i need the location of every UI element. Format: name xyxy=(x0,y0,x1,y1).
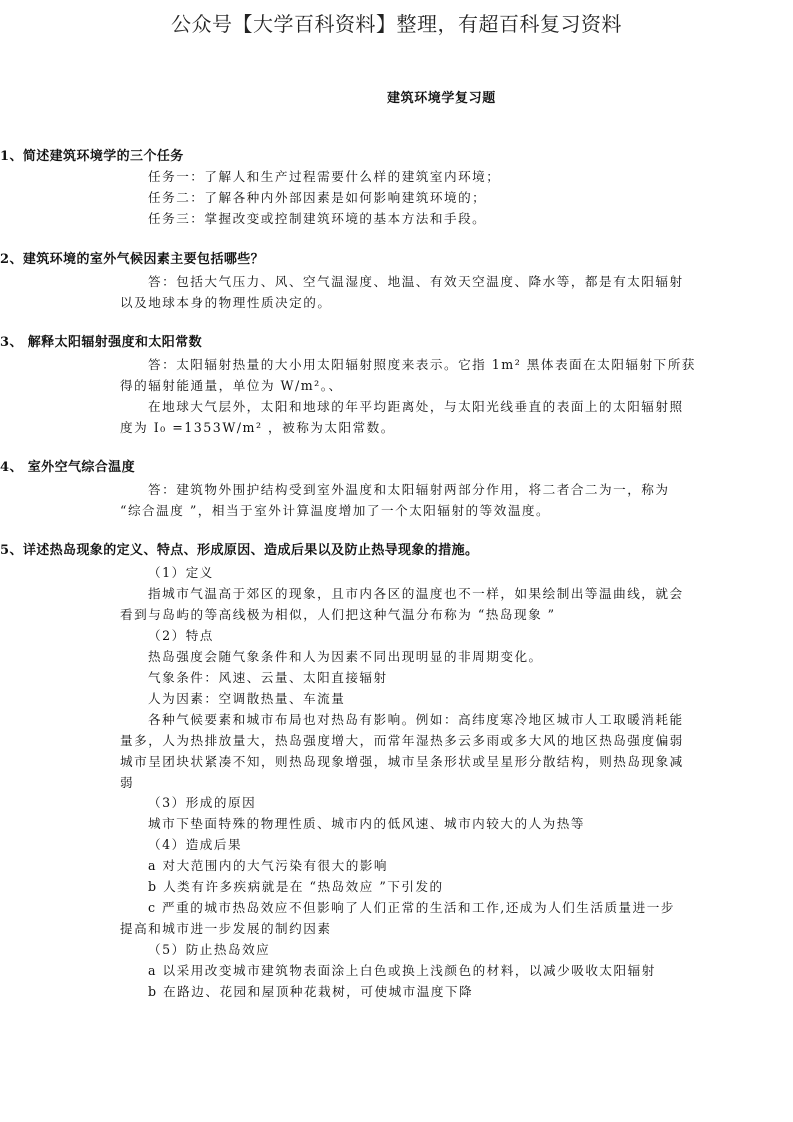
paragraph-line: a 对大范围内的大气污染有很大的影响 xyxy=(148,858,389,873)
paragraph-line: 量多，人为热排放量大，热岛强度增大，而常年湿热多云多雨或多大风的地区热岛强度偏弱 xyxy=(120,733,684,748)
page-header-banner: 公众号【大学百科资料】整理，有超百科复习资料 xyxy=(171,12,622,36)
paragraph-line: 提高和城市进一步发展的制约因素 xyxy=(120,921,332,936)
paragraph-line: b 在路边、花园和屋顶种花栽树，可使城市温度下降 xyxy=(148,984,474,999)
paragraph-line: （2）特点 xyxy=(148,628,214,643)
paragraph-line: 弱 xyxy=(120,775,135,790)
paragraph-line: 人为因素：空调散热量、车流量 xyxy=(148,691,346,706)
paragraph-line: （1）定义 xyxy=(148,565,214,580)
paragraph-line: 得的辐射能通量，单位为 W/m²。、 xyxy=(120,378,343,393)
paragraph-line: 答：包括大气压力、风、空气温湿度、地温、有效天空温度、降水等，都是有太阳辐射 xyxy=(148,274,684,289)
question-heading: 2、建筑环境的室外气候因素主要包括哪些？ xyxy=(0,252,265,267)
paragraph-line: 度为 I₀ =1353W/m² ，被称为太阳常数。 xyxy=(120,420,395,435)
paragraph-line: 答：太阳辐射热量的大小用太阳辐射照度来表示。它指 1m² 黑体表面在太阳辐射下所获 xyxy=(148,357,696,372)
paragraph-line: 任务三：掌握改变或控制建筑环境的基本方法和手段。 xyxy=(148,211,487,226)
paragraph-line: 各种气候要素和城市布局也对热岛有影响。例如：高纬度寒冷地区城市人工取暖消耗能 xyxy=(148,712,684,727)
paragraph-line: c 严重的城市热岛效应不但影响了人们正常的生活和工作,还成为人们生活质量进一步 xyxy=(148,900,675,915)
paragraph-line: （3）形成的原因 xyxy=(148,795,257,810)
paragraph-line: （4）造成后果 xyxy=(148,837,243,852)
paragraph-line: 热岛强度会随气象条件和人为因素不同出现明显的非周期变化。 xyxy=(148,649,543,664)
paragraph-line: 城市下垫面特殊的物理性质、城市内的低风速、城市内较大的人为热等 xyxy=(148,816,585,831)
paragraph-line: 在地球大气层外，太阳和地球的年平均距离处，与太阳光线垂直的表面上的太阳辐射照 xyxy=(148,399,684,414)
document-title: 建筑环境学复习题 xyxy=(387,91,496,106)
paragraph-line: 任务二：了解各种内外部因素是如何影响建筑环境的； xyxy=(148,190,487,205)
question-heading: 5、详述热岛现象的定义、特点、形成原因、造成后果以及防止热导现象的措施。 xyxy=(0,543,479,558)
paragraph-line: a 以采用改变城市建筑物表面涂上白色或换上浅颜色的材料，以减少吸收太阳辐射 xyxy=(148,963,656,978)
question-heading: 3、 解释太阳辐射强度和太阳常数 xyxy=(0,335,202,350)
paragraph-line: （5）防止热岛效应 xyxy=(148,942,271,957)
paragraph-line: 城市呈团块状紧凑不知，则热岛现象增强，城市呈条形状或呈星形分散结构，则热岛现象减 xyxy=(120,754,684,769)
paragraph-line: b 人类有许多疾病就是在 “热岛效应 ”下引发的 xyxy=(148,879,444,894)
paragraph-line: 气象条件：风速、云量、太阳直接辐射 xyxy=(148,670,388,685)
paragraph-line: 以及地球本身的物理性质决定的。 xyxy=(120,295,332,310)
paragraph-line: 指城市气温高于郊区的现象，且市内各区的温度也不一样，如果绘制出等温曲线，就会 xyxy=(148,586,684,601)
paragraph-line: 任务一：了解人和生产过程需要什么样的建筑室内环境； xyxy=(148,169,501,184)
question-heading: 4、 室外空气综合温度 xyxy=(0,460,135,475)
paragraph-line: 看到与岛屿的等高线极为相似，人们把这种气温分布称为 “热岛现象 ” xyxy=(120,607,556,622)
paragraph-line: “综合温度 ”，相当于室外计算温度增加了一个太阳辐射的等效温度。 xyxy=(120,503,551,518)
question-heading: 1、简述建筑环境学的三个任务 xyxy=(0,149,184,164)
paragraph-line: 答：建筑物外围护结构受到室外温度和太阳辐射两部分作用，将二者合二为一，称为 xyxy=(148,482,670,497)
